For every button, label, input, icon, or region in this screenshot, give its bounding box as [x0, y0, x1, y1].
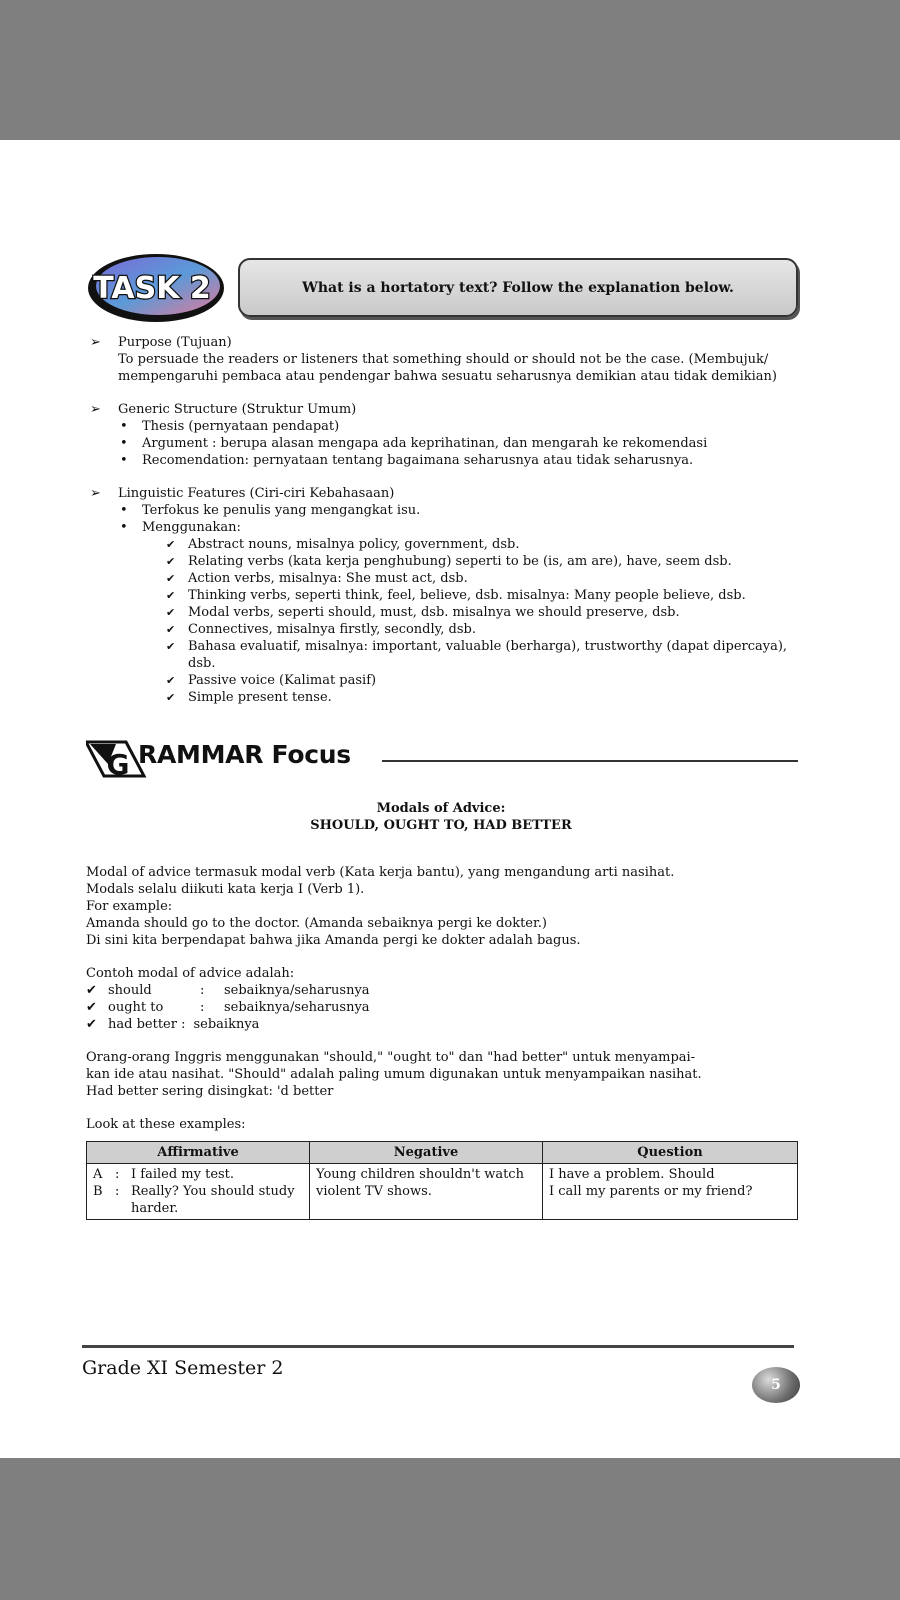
generic-heading: Generic Structure (Struktur Umum) — [118, 402, 357, 417]
text-line: Modal of advice termasuk modal verb (Kata kerja bantu), yang mengandung arti nasihat. — [86, 865, 675, 880]
page-number: 5 — [752, 1367, 800, 1403]
modal-word: should — [108, 983, 152, 998]
list-item: • Argument : berupa alasan mengapa ada keprihatinan, dan mengarah ke rekomendasi — [118, 435, 796, 452]
generic-structure-section — [86, 401, 796, 469]
grammar-logo-letter: G — [106, 748, 130, 781]
task-banner: What is a hortatory text? Follow the explanation below. — [238, 258, 798, 317]
arrow-bullet-icon: ➢ — [90, 486, 101, 501]
footer-divider — [82, 1345, 794, 1348]
check-icon: ✔ — [86, 983, 97, 998]
dialogue-line — [93, 1166, 303, 1183]
modal-word: had better : — [108, 1017, 186, 1032]
text-line: Had better sering disingkat: 'd better — [86, 1084, 334, 1099]
table-header-negative: Negative — [310, 1142, 543, 1164]
modals-examples — [86, 965, 796, 1033]
purpose-text: To persuade the readers or listeners that something should or should not be the case. (Membujuk/ mempengaruhi pembaca atau pendengar bahwa sesuatu seharusnya demikian atau tidak demikian) — [118, 352, 777, 384]
check-icon: ✔ — [86, 1017, 97, 1032]
arrow-bullet-icon: ➢ — [90, 402, 101, 417]
text-line: Modals selalu diikuti kata kerja I (Verb 1). — [86, 882, 365, 897]
grammar-paragraph — [86, 1049, 796, 1100]
modal-row — [86, 1016, 796, 1033]
text-line: Orang-orang Inggris menggunakan "should," "ought to" dan "had better" untuk menyampai- — [86, 1050, 696, 1065]
question-cell — [543, 1164, 798, 1220]
purpose-heading: Purpose (Tujuan) — [118, 335, 232, 350]
check-item: ✔ Abstract nouns, misalnya policy, government, dsb. — [166, 536, 796, 553]
text-line: Di sini kita berpendapat bahwa jika Amanda pergi ke dokter adalah bagus. — [86, 933, 581, 948]
grammar-intro — [86, 864, 796, 949]
task-badge-text: TASK 2 — [93, 271, 211, 306]
arrow-bullet-icon: ➢ — [90, 335, 101, 350]
grammar-section — [86, 800, 796, 1220]
list-item: • Terfokus ke penulis yang mengangkat isu. — [118, 502, 796, 519]
dialogue-text: I failed my test. — [131, 1167, 235, 1182]
top-gray-band — [0, 0, 900, 140]
check-item: ✔ Connectives, misalnya firstly, secondly, dsb. — [166, 621, 796, 638]
examples-heading: Contoh modal of advice adalah: — [86, 966, 295, 981]
list-item — [118, 519, 796, 706]
table-header-question: Question — [543, 1142, 798, 1164]
speaker: B — [93, 1184, 103, 1199]
negative-cell: Young children shouldn't watch violent TV shows. — [310, 1164, 543, 1220]
check-item: ✔ Relating verbs (kata kerja penghubung) seperti to be (is, am are), have, seem dsb. — [166, 553, 796, 570]
text-line: For example: — [86, 899, 173, 914]
colon: : — [115, 1167, 120, 1182]
check-icon: ✔ — [86, 1000, 97, 1015]
table-row — [87, 1164, 798, 1220]
purpose-section — [86, 334, 796, 385]
modal-meaning: sebaiknya/seharusnya — [224, 1000, 370, 1015]
linguistic-heading: Linguistic Features (Ciri-ciri Kebahasaan) — [118, 486, 395, 501]
table-header-affirmative: Affirmative — [87, 1142, 310, 1164]
modal-row — [86, 999, 796, 1016]
examples-table — [86, 1141, 798, 1220]
modal-row — [86, 982, 796, 999]
check-item: ✔ Thinking verbs, seperti think, feel, believe, dsb. misalnya: Many people believe, dsb. — [166, 587, 796, 604]
linguistic-features-section — [86, 485, 796, 706]
list-item: • Thesis (pernyataan pendapat) — [118, 418, 796, 435]
affirmative-cell — [87, 1164, 310, 1220]
text-line: Amanda should go to the doctor. (Amanda sebaiknya pergi ke dokter.) — [86, 916, 547, 931]
dialogue-line — [93, 1183, 303, 1217]
grammar-subtitle-modals: SHOULD, OUGHT TO, HAD BETTER — [310, 818, 572, 833]
grammar-focus-header — [86, 738, 798, 784]
modal-separator: : — [200, 1000, 205, 1015]
check-item: ✔ Simple present tense. — [166, 689, 796, 706]
explanation-section — [86, 334, 796, 722]
text-line: I call my parents or my friend? — [549, 1184, 753, 1199]
modal-word: ought to — [108, 1000, 164, 1015]
task-badge-icon — [86, 252, 226, 324]
check-item: ✔ Passive voice (Kalimat pasif) — [166, 672, 796, 689]
text-line: kan ide atau nasihat. "Should" adalah paling umum digunakan untuk menyampaikan nasihat. — [86, 1067, 702, 1082]
check-item: ✔ Bahasa evaluatif, misalnya: important, valuable (berharga), trustworthy (dapat dipercaya), dsb. — [166, 638, 796, 672]
speaker: A — [93, 1167, 103, 1182]
divider — [382, 760, 798, 762]
footer-text: Grade XI Semester 2 — [82, 1357, 284, 1379]
check-item: ✔ Action verbs, misalnya: She must act, dsb. — [166, 570, 796, 587]
bottom-gray-band — [0, 1458, 900, 1600]
dialogue-text: Really? You should study harder. — [131, 1184, 295, 1216]
look-examples: Look at these examples: — [86, 1117, 246, 1132]
colon: : — [115, 1184, 120, 1199]
modal-meaning: sebaiknya — [193, 1017, 260, 1032]
check-item: ✔ Modal verbs, seperti should, must, dsb. misalnya we should preserve, dsb. — [166, 604, 796, 621]
list-item: • Recomendation: pernyataan tentang bagaimana seharusnya atau tidak seharusnya. — [118, 452, 796, 469]
modal-separator: : — [200, 983, 205, 998]
list-item-label: Menggunakan: — [142, 520, 241, 535]
text-line: I have a problem. Should — [549, 1167, 715, 1182]
grammar-title: RAMMAR Focus — [138, 740, 351, 769]
modal-meaning: sebaiknya/seharusnya — [224, 983, 370, 998]
grammar-subtitle: Modals of Advice: — [376, 801, 506, 816]
